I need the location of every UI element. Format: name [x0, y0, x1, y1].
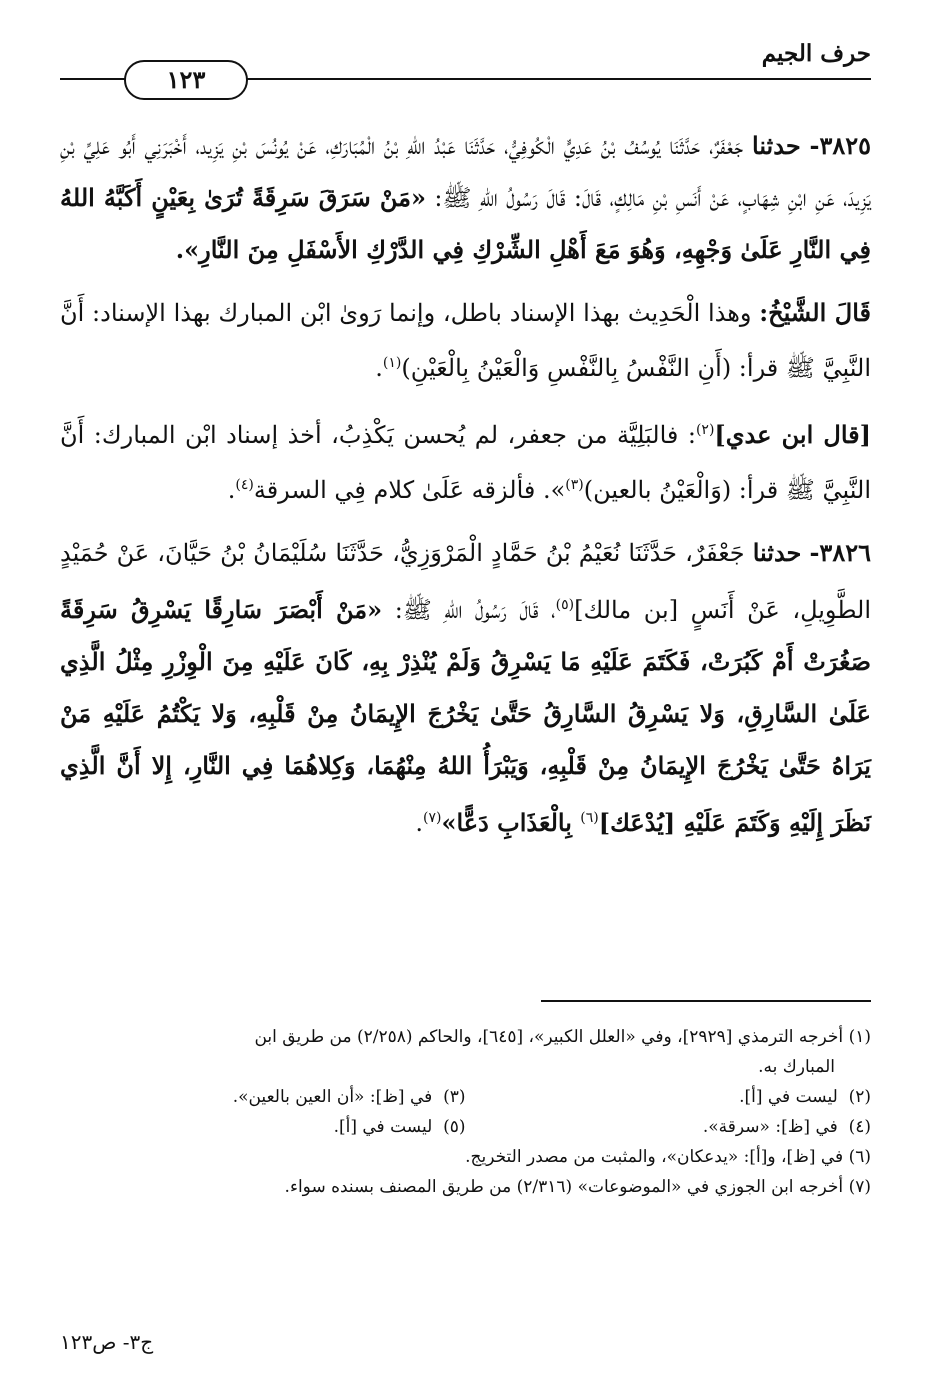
footnote-ref-1[interactable]: (١) — [382, 355, 402, 371]
footnote-label: (٢) — [848, 1087, 871, 1107]
footnote-3 — [60, 1082, 466, 1112]
footnote-text: ليست في [أ]. — [333, 1117, 433, 1137]
footnote-label: (٥) — [443, 1117, 466, 1137]
shaykh-comment — [60, 288, 871, 393]
footnote-5 — [60, 1112, 466, 1142]
footnote-text: في [ظ]: «أن العين بالعين». — [232, 1087, 433, 1107]
volume-page-reference: ج٣- ص١٢٣ — [60, 1330, 154, 1354]
hadith-number: ٣٨٢٦- — [809, 538, 871, 567]
comment-text: وهذا الْحَدِيث بهذا الإسناد باطل، وإنما رَوىٰ ابْن المبارك بهذا الإسناد: أَنَّ النَّبِيَّ ﷺ قرأ: (أَنِ النَّفْسُ بِالنَّفْسِ وَالْعَيْنُ بِالْعَيْنِ) — [60, 299, 871, 382]
footnote-1 — [60, 1022, 871, 1052]
main-text — [60, 120, 871, 861]
comment-lead: [قال ابن عدي] — [714, 420, 871, 449]
hadith-3825 — [60, 120, 871, 276]
hadith-isnad: ، قَالَ رَسُولُ اللهِ ﷺ: — [394, 596, 556, 624]
hadith-lead: حدثنا — [752, 538, 802, 567]
footnote-text: في [ظ]: «سرقة». — [702, 1117, 838, 1137]
hadith-number: ٣٨٢٥- — [809, 131, 871, 160]
comment-end: . — [375, 354, 383, 382]
footnote-ref-4[interactable]: (٤) — [235, 477, 254, 493]
footnote-text: ليست في [أ]. — [739, 1087, 838, 1107]
footnote-2 — [466, 1082, 872, 1112]
footnote-1-continuation: المبارك به. — [758, 1057, 835, 1077]
hadith-isnad: جَعْفَرٌ، حَدَّثَنَا يُوسُفُ بْنُ عَدِيٍّ الْكُوفِيُّ، حَدَّثَنَا عَبْدُ اللهِ بْنُ الْمُبَارَكِ، عَنْ يُونُسَ بْنِ يَزِيد، أَخْبَرَنِي أَبُو عَلِيِّ بْنِ يَزِيدَ، عَنِ ابْنِ شِهَابٍ، عَنْ أَنَسِ بْنِ مَالِكٍ، قَالَ: قَالَ رَسُولُ اللهِ ﷺ: — [60, 132, 871, 212]
footnote-label: (٤) — [848, 1117, 871, 1137]
footnote-text: أخرجه الترمذي [٢٩٢٩]، وفي «العلل الكبير»، [٦٤٥]، والحاكم (٢/٢٥٨) من طريق ابن — [254, 1027, 844, 1047]
hadith-lead: حدثنا — [752, 131, 801, 160]
footnote-ref-6[interactable]: (٦) — [580, 810, 599, 826]
comment-text: ». فألزقه عَلَىٰ كلام فِي السرقة — [253, 476, 566, 504]
hadith-matn: «مَنْ سَرَقَ سَرِقَةً تُرَىٰ بِعَيْنٍ أَكَبَّهُ اللهُ فِي النَّارِ عَلَىٰ وَجْهِهِ، وَهُوَ مَعَ أَهْلِ الشِّرْكِ فِي الدَّرْكِ الأَسْفَلِ مِنَ النَّارِ». — [60, 183, 871, 264]
hadith-matn: «مَنْ أَبْصَرَ سَارِقًا يَسْرِقُ سَرِقَةً صَغُرَتْ أَمْ كَبُرَتْ، فَكَتَمَ عَلَيْهِ مَا يَسْرِقُ وَلَمْ يُنْذِرْ بِهِ، كَانَ عَلَيْهِ مِنَ الْوِزْرِ مِثْلُ الَّذِي عَلَىٰ السَّارِقِ، وَلا يَسْرِقُ السَّارِقُ حَتَّىٰ يَخْرُجَ الإِيمَانُ مِنْ قَلْبِهِ، وَلا يَكْتُمُ عَلَيْهِ مَنْ يَرَاهُ حَتَّىٰ يَخْرُجَ الإِيمَانُ مِنْ قَلْبِهِ، وَيَبْرَأُ اللهُ مِنْهُمَا، وَكِلاهُمَا فِي النَّارِ، إِلا أَنَّ الَّذِي نَظَرَ إِلَيْهِ وَكَتَمَ عَلَيْهِ [يُدْعَك] — [60, 595, 871, 837]
footnote-ref-5[interactable]: (٥) — [555, 597, 575, 613]
comment-lead: قَالَ الشَّيْخُ: — [759, 298, 871, 327]
footnote-ref-7[interactable]: (٧) — [423, 810, 442, 826]
footnote-text: في [ظ]، و[أ]: «يدعكان»، والمثبت من مصدر التخريج. — [465, 1147, 844, 1167]
page-number-badge: ١٢٣ — [124, 60, 248, 100]
footnote-label: (٧) — [848, 1177, 871, 1197]
hadith-end: . — [415, 809, 424, 837]
footnote-row — [60, 1082, 871, 1112]
footnote-list — [60, 1022, 871, 1202]
chapter-title: حرف الجيم — [761, 40, 871, 67]
footnote-4 — [466, 1112, 872, 1142]
hadith-3826 — [60, 527, 871, 849]
comment-text: : فالبَلِيَّة من جعفر، لم يُحسن يَكْذِبُ، أخذ إسناد ابْن المبارك: أَنَّ النَّبِيَّ ﷺ قرأ: (وَالْعَيْنُ بالعين) — [60, 421, 871, 504]
comment-end: . — [227, 476, 236, 504]
footnote-row — [60, 1112, 871, 1142]
footnote-ref-2[interactable]: (٢) — [695, 422, 715, 438]
footnote-label: (٣) — [443, 1087, 466, 1107]
hadith-matn: بِالْعَذَابِ دَعًّا» — [441, 808, 581, 837]
footnote-rule — [541, 1000, 871, 1002]
footnote-text: أخرجه ابن الجوزي في «الموضوعات» (٢/٣١٦) من طريق المصنف بسنده سواء. — [284, 1177, 844, 1197]
ibn-adi-comment — [60, 405, 871, 515]
page-header — [60, 38, 871, 94]
footnote-6 — [60, 1142, 871, 1172]
footnote-label: (٦) — [848, 1147, 871, 1167]
footnote-label: (١) — [848, 1027, 871, 1047]
footnote-ref-3[interactable]: (٣) — [565, 477, 584, 493]
hadith-isnad: جَعْفَرٌ، حَدَّثَنَا نُعَيْمُ بْنُ حَمَّادٍ الْمَرْوَزِيُّ، حَدَّثَنَا سُلَيْمَانُ بْنُ حَيَّانَ، عَنْ حُمَيْدٍ الطَّوِيلِ، عَنْ أَنَسٍ [بن مالك] — [60, 539, 872, 624]
footnote-7 — [60, 1172, 871, 1202]
